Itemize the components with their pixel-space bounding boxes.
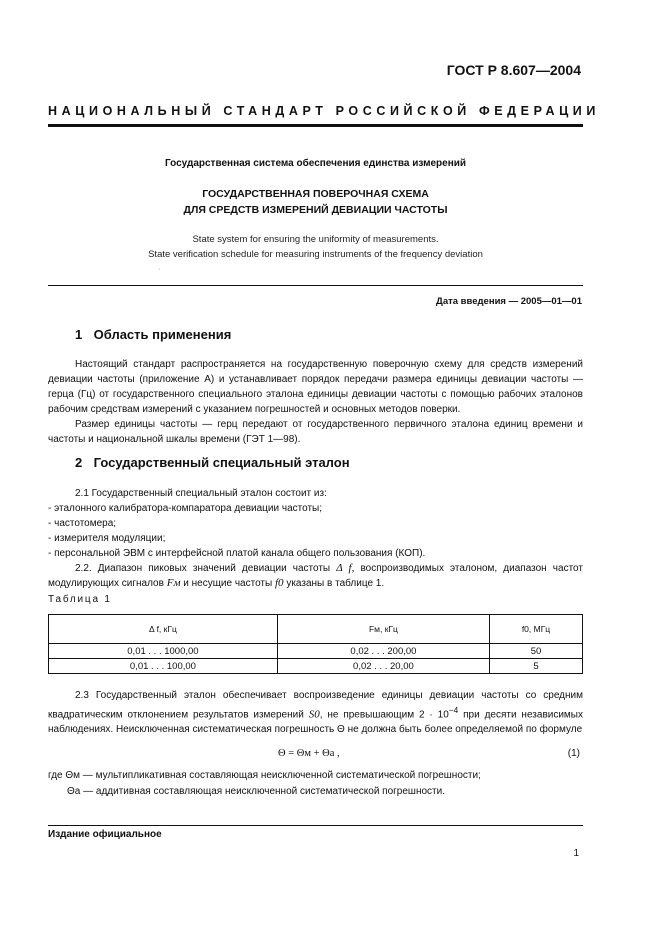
footer-rule — [48, 825, 583, 826]
header-modulation-frequency: Fм, кГц — [277, 615, 489, 644]
document-number: ГОСТ Р 8.607—2004 — [446, 62, 581, 78]
table-cell: 5 — [490, 659, 583, 674]
list-item: - эталонного калибратора-компаратора девиации частоты; — [48, 503, 322, 514]
official-edition-label: Издание официальное — [48, 829, 162, 840]
national-standard-banner: НАЦИОНАЛЬНЫЙ СТАНДАРТ РОССИЙСКОЙ ФЕДЕРАЦИИ — [48, 104, 600, 118]
section-1-paragraph-2: Размер единицы частоты — герц передают от государственного первичного эталона единиц времени и частоты и национальной шкалы времени (ГЭТ 1—98). — [48, 419, 583, 445]
header-carrier-frequency: f0, МГц — [490, 615, 583, 644]
section-2-title: Государственный специальный эталон — [93, 455, 350, 470]
section-1-heading — [75, 327, 231, 342]
speck-mark: · — [158, 266, 161, 273]
section-2-number: 2 — [75, 455, 83, 470]
list-item: - измерителя модуляции; — [48, 533, 166, 544]
clause-2-1: 2.1 Государственный специальный эталон состоит из: — [75, 488, 327, 499]
table-1-caption: Таблица 1 — [48, 594, 112, 605]
table-1 — [48, 614, 583, 674]
table-header-row — [49, 615, 583, 644]
introduction-date: Дата введения — 2005—01—01 — [436, 296, 582, 307]
clause-2-3-text: 2.3 Государственный эталон обеспечивает воспроизведение единицы девиации частоты со средним квадратическим отклонением результатов измерений S0, не превышающим $2 \cdot 10^{-4}$ при десяти независимых наблюдениях. Неисключенная систематическая погрешность Θ не должна быть более определяемой по формуле — [48, 690, 583, 736]
section-1-body — [48, 357, 583, 447]
section-1-number: 1 — [75, 327, 83, 342]
english-line-2: State verification schedule for measuring instruments of the frequency deviation — [148, 249, 483, 260]
table-cell: 50 — [490, 644, 583, 659]
symbol-delta-f: Δ f, — [336, 562, 355, 574]
table-cell: 0,01 . . . 1000,00 — [49, 644, 278, 659]
list-item: - частотомера; — [48, 518, 117, 529]
page-number: 1 — [573, 848, 579, 859]
table-row — [49, 659, 583, 674]
header-deviation: Δ f, кГц — [49, 615, 278, 644]
list-item: - персональной ЭВМ с интерфейсной платой канала общего пользования (КОП). — [48, 548, 426, 559]
symbol-s0: S0 — [308, 708, 320, 721]
table-cell: 0,01 . . . 100,00 — [49, 659, 278, 674]
clause-2-2: 2.2. Диапазон пиковых значений девиации частоты Δ f, воспроизводимых эталоном, диапазон частот модулирующих сигналов Fм и несущие частоты f0 указаны в таблице 1. — [48, 562, 583, 589]
english-title — [48, 232, 583, 262]
section-2-body — [48, 486, 583, 591]
clause-2-3 — [48, 688, 583, 737]
english-line-1: State system for ensuring the uniformity of measurements. — [192, 234, 439, 245]
formula-legend-2: Θа — аддитивная составляющая неисключенной систематической погрешности. — [67, 786, 445, 797]
table-row — [49, 644, 583, 659]
symbol-fm: Fм — [166, 577, 181, 589]
symbol-f0: f0 — [274, 577, 284, 589]
formula-number: (1) — [567, 748, 580, 759]
title-line-2: ДЛЯ СРЕДСТВ ИЗМЕРЕНИЙ ДЕВИАЦИИ ЧАСТОТЫ — [183, 204, 448, 216]
section-1-title: Область применения — [93, 327, 232, 342]
header-rule — [48, 124, 583, 127]
title-line-1: ГОСУДАРСТВЕННАЯ ПОВЕРОЧНАЯ СХЕМА — [202, 188, 429, 200]
formula-1: Θ = Θм + Θа , — [278, 748, 340, 759]
exponent: −4 — [448, 705, 459, 715]
section-1-paragraph-1: Настоящий стандарт распространяется на государственную поверочную схему для средств измерений девиации частоты (приложение А) и устанавливает порядок передачи размера единицы девиации частоты — герца (Гц) от государственного специального эталона единицы девиации частоты с помощью рабочих эталонов рабочим средствам измерений с указанием погрешностей и основных методов поверки. — [48, 359, 583, 415]
formula-legend-1: где Θм — мультипликативная составляющая неисключенной систематической погрешности; — [48, 770, 481, 781]
table-cell: 0,02 . . . 200,00 — [277, 644, 489, 659]
table-cell: 0,02 . . . 20,00 — [277, 659, 489, 674]
section-2-heading — [75, 455, 350, 470]
standard-series: Государственная система обеспечения единства измерений — [164, 158, 467, 169]
document-title — [48, 186, 583, 218]
title-rule — [48, 285, 583, 286]
